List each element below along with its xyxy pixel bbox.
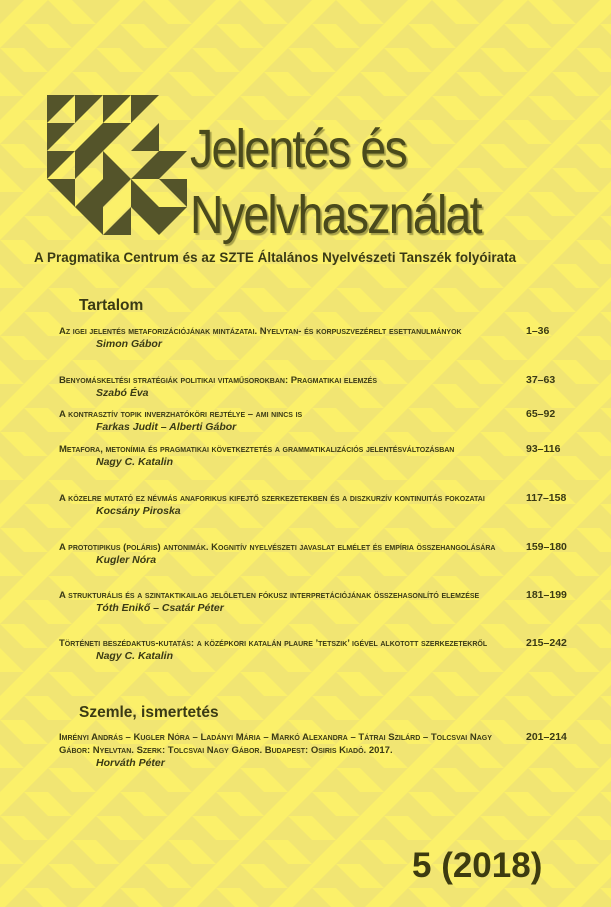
toc-entry-title: Benyomáskeltési stratégiák politikai vitaműsorokban: Pragmatikai elemzés [59,375,377,386]
toc-entry-author: Szabó Éva [96,387,149,399]
toc-entry-pages: 65–92 [526,408,556,420]
toc-entry-author: Nagy C. Katalin [96,650,174,662]
review-entry-title: Imrényi András – Kugler Nóra – Ladányi Mária – Markó Alexandra – Tátrai Szilárd – Tolcsvai Nagy Gábor: Nyelvtan. Szerk: Tolcsvai Nagy Gábor. Budapest: Osiris Kiadó. 2017. [59,732,492,756]
toc-entry-title: A kontrasztív topik inverzhatóköri rejtélye – ami nincs is [59,409,303,420]
toc-entry-title: Az igei jelentés metaforizációjának mintázatai. Nyelvtan- és korpuszvezérelt esettanulmányok [59,326,462,337]
toc-entry-author: Tóth Enikő – Csatár Péter [96,602,224,614]
toc-entry [59,443,599,469]
toc-entry [59,637,599,663]
toc-entry [59,492,599,518]
toc-entry-pages: 1–36 [526,325,550,337]
toc-heading: Tartalom [79,297,144,314]
toc-entry-title: A közelre mutató ez névmás anaforikus kifejtő szerkezetekben és a diszkurzív kontinuitás fokozatai [59,493,485,504]
toc-entry-title: A prototipikus (poláris) antonimák. Kognitív nyelvészeti javaslat elmélet és empíria összehangolására [59,542,496,553]
toc-entry [59,541,599,567]
toc-entry-author: Simon Gábor [96,338,162,350]
toc-entry [59,408,599,434]
toc-entry-pages: 215–242 [526,637,567,649]
review-heading: Szemle, ismertetés [79,704,219,721]
journal-subtitle: A Pragmatika Centrum és az SZTE Általános Nyelvészeti Tanszék folyóirata [34,250,517,265]
toc-entry [59,374,599,400]
toc-entry-author: Nagy C. Katalin [96,456,174,468]
toc-entry-pages: 181–199 [526,589,567,601]
toc-entry [59,589,599,615]
issue-number: 5 (2018) [412,846,543,885]
review-entry-pages: 201–214 [526,731,567,743]
journal-title-line1: Jelentés és [190,119,407,179]
toc-entry-pages: 117–158 [526,492,567,504]
toc-entry-pages: 93–116 [526,443,561,455]
review-entry-author: Horváth Péter [96,757,165,769]
toc-entry-title: Metafora, metonímia és pragmatikai következtetés a grammatikalizációs jelentésváltozásban [59,444,455,455]
toc-entry-pages: 159–180 [526,541,567,553]
review-entry [59,731,599,770]
toc-entry-author: Farkas Judit – Alberti Gábor [96,421,237,433]
journal-title-line2: Nyelvhasználat [190,185,481,245]
toc-entry-author: Kocsány Piroska [96,505,181,517]
toc-entry-author: Kugler Nóra [96,554,157,566]
toc-entry-title: Történeti beszédaktus-kutatás: a középkori katalán plaure ’tetszik’ igével alkotott szerkezetekről [59,638,488,649]
toc-entry-title: A strukturális és a szintaktikailag jelöletlen fókusz interpretációjának összehasonlító elemzése [59,590,480,601]
toc-entry [59,325,599,351]
toc-entry-pages: 37–63 [526,374,556,386]
